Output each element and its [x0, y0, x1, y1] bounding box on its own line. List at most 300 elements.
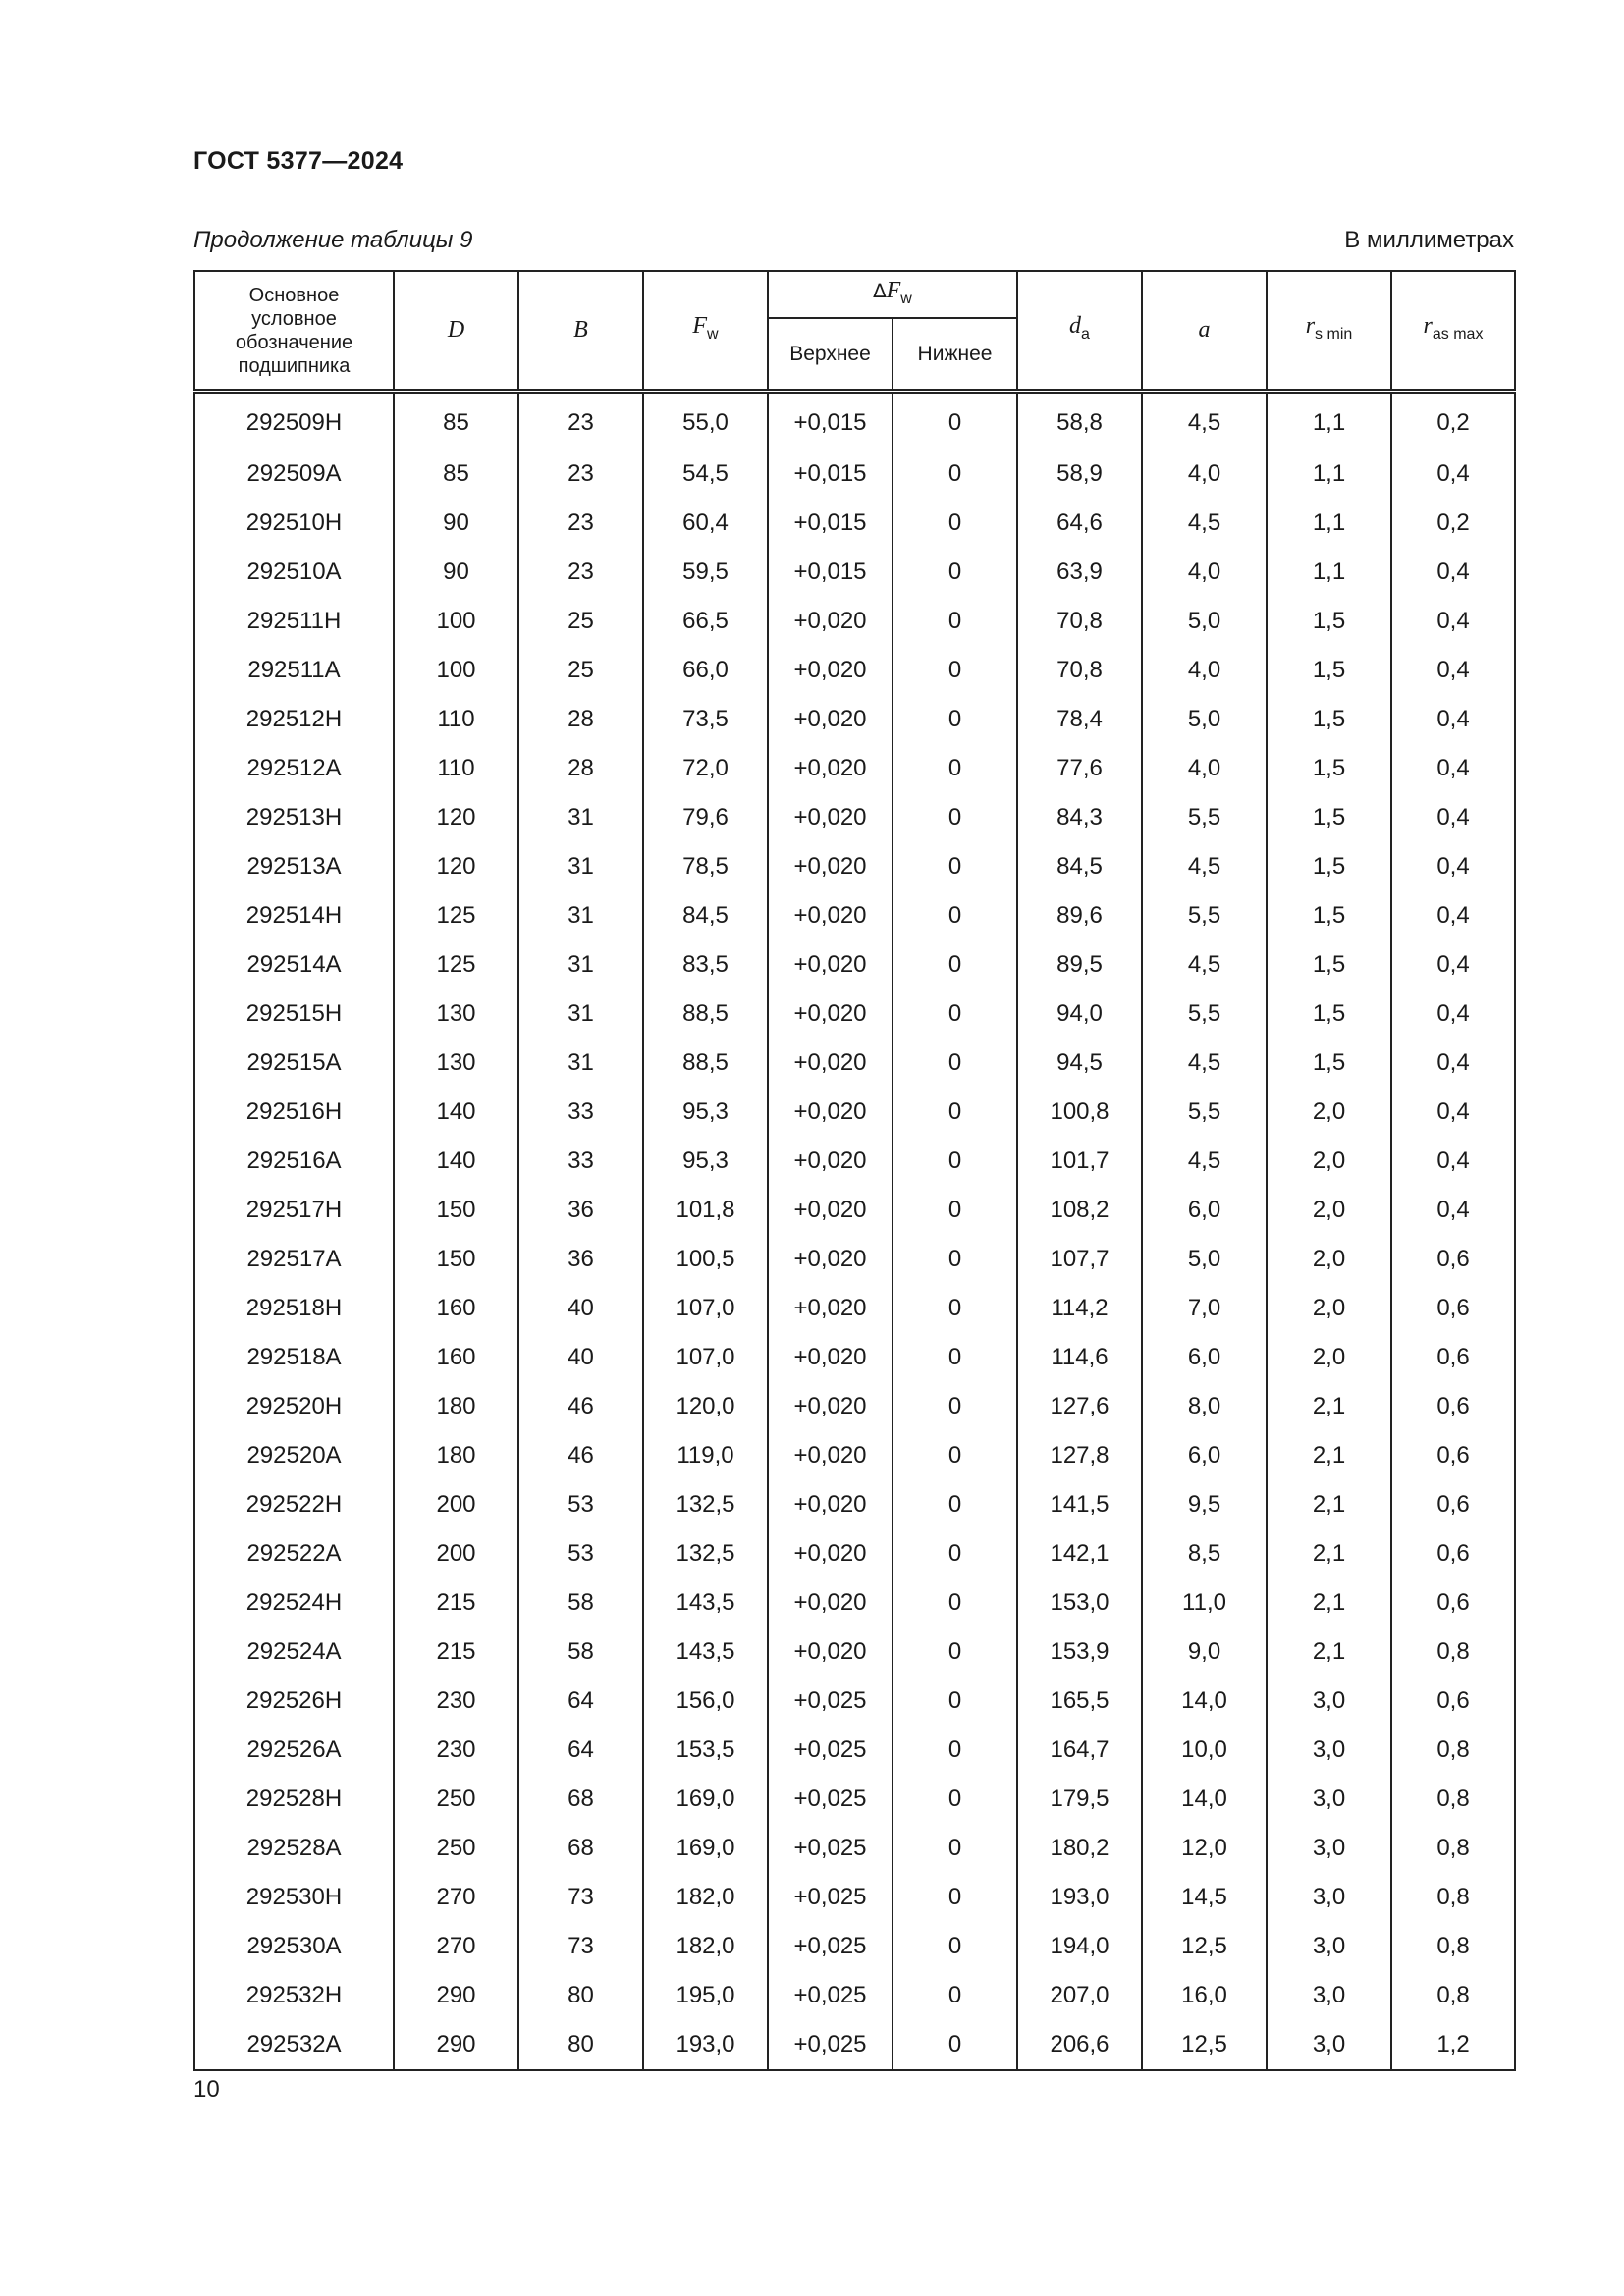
cell-ras-max: 0,4 — [1391, 1039, 1515, 1088]
cell-a: 5,5 — [1142, 793, 1267, 842]
cell-D: 180 — [394, 1431, 518, 1480]
table-row — [194, 392, 1515, 451]
cell-upper-dev: +0,020 — [768, 646, 893, 695]
cell-lower-dev: 0 — [893, 1333, 1017, 1382]
cell-a: 5,0 — [1142, 1235, 1267, 1284]
header-delta-label: F — [886, 277, 901, 303]
cell-ras-max: 0,4 — [1391, 744, 1515, 793]
cell-lower-dev: 0 — [893, 744, 1017, 793]
cell-rs-min: 3,0 — [1267, 1922, 1391, 1971]
cell-designation: 292512Н — [194, 695, 394, 744]
cell-da: 127,8 — [1017, 1431, 1142, 1480]
cell-ras-max: 0,4 — [1391, 1137, 1515, 1186]
cell-B: 33 — [518, 1088, 643, 1137]
cell-ras-max: 0,4 — [1391, 842, 1515, 891]
cell-lower-dev: 0 — [893, 1431, 1017, 1480]
table-row — [194, 597, 1515, 646]
cell-da: 180,2 — [1017, 1824, 1142, 1873]
cell-upper-dev: +0,025 — [768, 1922, 893, 1971]
cell-da: 101,7 — [1017, 1137, 1142, 1186]
cell-B: 80 — [518, 2020, 643, 2070]
cell-upper-dev: +0,020 — [768, 891, 893, 940]
cell-upper-dev: +0,020 — [768, 940, 893, 989]
cell-rs-min: 1,5 — [1267, 842, 1391, 891]
cell-Fw: 66,5 — [643, 597, 768, 646]
cell-upper-dev: +0,015 — [768, 450, 893, 499]
cell-lower-dev: 0 — [893, 392, 1017, 451]
cell-rs-min: 3,0 — [1267, 1677, 1391, 1726]
cell-designation: 292532А — [194, 2020, 394, 2070]
cell-B: 25 — [518, 646, 643, 695]
header-Fw-sub: w — [707, 326, 719, 343]
table-row — [194, 450, 1515, 499]
cell-upper-dev: +0,020 — [768, 1382, 893, 1431]
cell-D: 160 — [394, 1284, 518, 1333]
cell-a: 4,5 — [1142, 1039, 1267, 1088]
cell-designation: 292510Н — [194, 499, 394, 548]
cell-Fw: 88,5 — [643, 1039, 768, 1088]
cell-lower-dev: 0 — [893, 597, 1017, 646]
cell-D: 125 — [394, 940, 518, 989]
cell-upper-dev: +0,020 — [768, 597, 893, 646]
delta-symbol: ∆ — [873, 278, 887, 302]
table-row — [194, 940, 1515, 989]
table-row — [194, 793, 1515, 842]
cell-D: 250 — [394, 1824, 518, 1873]
cell-a: 6,0 — [1142, 1186, 1267, 1235]
cell-a: 4,0 — [1142, 744, 1267, 793]
cell-lower-dev: 0 — [893, 1922, 1017, 1971]
cell-B: 73 — [518, 1873, 643, 1922]
cell-lower-dev: 0 — [893, 450, 1017, 499]
cell-upper-dev: +0,020 — [768, 1088, 893, 1137]
cell-da: 153,0 — [1017, 1578, 1142, 1628]
cell-da: 77,6 — [1017, 744, 1142, 793]
cell-D: 230 — [394, 1677, 518, 1726]
cell-lower-dev: 0 — [893, 891, 1017, 940]
cell-ras-max: 0,8 — [1391, 1726, 1515, 1775]
cell-a: 4,0 — [1142, 548, 1267, 597]
cell-a: 5,0 — [1142, 597, 1267, 646]
header-ras-max — [1391, 271, 1515, 392]
cell-da: 153,9 — [1017, 1628, 1142, 1677]
bearing-table — [193, 270, 1516, 2071]
cell-B: 28 — [518, 744, 643, 793]
header-delta-Fw — [768, 271, 1017, 318]
table-row — [194, 1039, 1515, 1088]
cell-upper-dev: +0,025 — [768, 1726, 893, 1775]
cell-lower-dev: 0 — [893, 793, 1017, 842]
cell-rs-min: 1,5 — [1267, 646, 1391, 695]
cell-designation: 292524А — [194, 1628, 394, 1677]
cell-designation: 292522Н — [194, 1480, 394, 1529]
cell-rs-min: 1,5 — [1267, 891, 1391, 940]
cell-ras-max: 0,4 — [1391, 1088, 1515, 1137]
cell-rs-min: 2,0 — [1267, 1088, 1391, 1137]
cell-a: 16,0 — [1142, 1971, 1267, 2020]
header-da-label: d — [1069, 313, 1082, 339]
cell-a: 5,5 — [1142, 1088, 1267, 1137]
cell-D: 100 — [394, 597, 518, 646]
cell-designation: 292515Н — [194, 989, 394, 1039]
cell-a: 5,5 — [1142, 891, 1267, 940]
cell-ras-max: 0,6 — [1391, 1333, 1515, 1382]
cell-a: 5,0 — [1142, 695, 1267, 744]
cell-D: 85 — [394, 450, 518, 499]
cell-rs-min: 2,0 — [1267, 1235, 1391, 1284]
table-row — [194, 695, 1515, 744]
cell-B: 68 — [518, 1824, 643, 1873]
cell-da: 165,5 — [1017, 1677, 1142, 1726]
cell-upper-dev: +0,020 — [768, 1578, 893, 1628]
cell-Fw: 59,5 — [643, 548, 768, 597]
header-D — [394, 271, 518, 392]
cell-B: 80 — [518, 1971, 643, 2020]
cell-a: 4,0 — [1142, 450, 1267, 499]
table-row — [194, 1529, 1515, 1578]
table-row — [194, 1971, 1515, 2020]
cell-upper-dev: +0,020 — [768, 842, 893, 891]
cell-D: 90 — [394, 548, 518, 597]
cell-da: 193,0 — [1017, 1873, 1142, 1922]
cell-designation: 292520Н — [194, 1382, 394, 1431]
cell-Fw: 107,0 — [643, 1333, 768, 1382]
units-note: В миллиметрах — [1344, 227, 1514, 253]
cell-Fw: 169,0 — [643, 1775, 768, 1824]
cell-ras-max: 0,4 — [1391, 646, 1515, 695]
cell-upper-dev: +0,020 — [768, 1186, 893, 1235]
cell-B: 53 — [518, 1529, 643, 1578]
cell-D: 140 — [394, 1137, 518, 1186]
header-delta-sub: w — [900, 290, 912, 307]
cell-D: 85 — [394, 392, 518, 451]
cell-B: 31 — [518, 1039, 643, 1088]
cell-Fw: 55,0 — [643, 392, 768, 451]
cell-ras-max: 0,6 — [1391, 1382, 1515, 1431]
cell-ras-max: 0,8 — [1391, 1628, 1515, 1677]
cell-da: 70,8 — [1017, 646, 1142, 695]
cell-designation: 292509А — [194, 450, 394, 499]
cell-D: 130 — [394, 1039, 518, 1088]
cell-rs-min: 1,1 — [1267, 392, 1391, 451]
cell-lower-dev: 0 — [893, 1677, 1017, 1726]
cell-da: 84,3 — [1017, 793, 1142, 842]
cell-B: 64 — [518, 1726, 643, 1775]
cell-D: 290 — [394, 2020, 518, 2070]
cell-ras-max: 0,4 — [1391, 940, 1515, 989]
cell-rs-min: 3,0 — [1267, 1824, 1391, 1873]
cell-ras-max: 0,8 — [1391, 1824, 1515, 1873]
table-row — [194, 1186, 1515, 1235]
cell-ras-max: 0,6 — [1391, 1284, 1515, 1333]
cell-D: 270 — [394, 1922, 518, 1971]
cell-da: 100,8 — [1017, 1088, 1142, 1137]
cell-da: 164,7 — [1017, 1726, 1142, 1775]
cell-lower-dev: 0 — [893, 646, 1017, 695]
cell-a: 14,5 — [1142, 1873, 1267, 1922]
cell-designation: 292512А — [194, 744, 394, 793]
cell-rs-min: 1,5 — [1267, 793, 1391, 842]
cell-designation: 292513Н — [194, 793, 394, 842]
cell-designation: 292524Н — [194, 1578, 394, 1628]
cell-lower-dev: 0 — [893, 695, 1017, 744]
header-da — [1017, 271, 1142, 392]
cell-a: 4,0 — [1142, 646, 1267, 695]
cell-ras-max: 0,4 — [1391, 548, 1515, 597]
table-row — [194, 1480, 1515, 1529]
cell-rs-min: 3,0 — [1267, 1726, 1391, 1775]
cell-lower-dev: 0 — [893, 1186, 1017, 1235]
cell-ras-max: 0,4 — [1391, 989, 1515, 1039]
header-Fw-label: F — [692, 313, 708, 339]
cell-upper-dev: +0,020 — [768, 1431, 893, 1480]
cell-lower-dev: 0 — [893, 1775, 1017, 1824]
cell-rs-min: 2,0 — [1267, 1333, 1391, 1382]
header-a — [1142, 271, 1267, 392]
cell-rs-min: 1,5 — [1267, 940, 1391, 989]
cell-B: 40 — [518, 1333, 643, 1382]
table-row — [194, 1824, 1515, 1873]
cell-ras-max: 0,6 — [1391, 1529, 1515, 1578]
cell-Fw: 83,5 — [643, 940, 768, 989]
cell-B: 40 — [518, 1284, 643, 1333]
table-row — [194, 1137, 1515, 1186]
cell-designation: 292511Н — [194, 597, 394, 646]
cell-a: 12,0 — [1142, 1824, 1267, 1873]
cell-da: 94,5 — [1017, 1039, 1142, 1088]
cell-Fw: 72,0 — [643, 744, 768, 793]
cell-rs-min: 3,0 — [1267, 1971, 1391, 2020]
cell-rs-min: 1,1 — [1267, 450, 1391, 499]
cell-rs-min: 1,5 — [1267, 1039, 1391, 1088]
cell-da: 64,6 — [1017, 499, 1142, 548]
cell-upper-dev: +0,020 — [768, 989, 893, 1039]
cell-upper-dev: +0,020 — [768, 744, 893, 793]
cell-Fw: 73,5 — [643, 695, 768, 744]
cell-designation: 292530А — [194, 1922, 394, 1971]
cell-designation: 292511А — [194, 646, 394, 695]
cell-D: 200 — [394, 1480, 518, 1529]
cell-upper-dev: +0,015 — [768, 499, 893, 548]
cell-Fw: 119,0 — [643, 1431, 768, 1480]
cell-a: 11,0 — [1142, 1578, 1267, 1628]
cell-designation: 292522А — [194, 1529, 394, 1578]
cell-da: 89,5 — [1017, 940, 1142, 989]
table-row — [194, 1431, 1515, 1480]
header-a-label: a — [1198, 317, 1211, 343]
cell-da: 107,7 — [1017, 1235, 1142, 1284]
header-B-label: B — [573, 317, 588, 343]
cell-B: 58 — [518, 1628, 643, 1677]
header-Fw — [643, 271, 768, 392]
header-B — [518, 271, 643, 392]
cell-rs-min: 1,5 — [1267, 597, 1391, 646]
cell-D: 110 — [394, 744, 518, 793]
table-row — [194, 891, 1515, 940]
header-D-label: D — [447, 317, 465, 343]
cell-a: 4,5 — [1142, 1137, 1267, 1186]
cell-Fw: 182,0 — [643, 1922, 768, 1971]
cell-B: 36 — [518, 1235, 643, 1284]
cell-D: 270 — [394, 1873, 518, 1922]
cell-rs-min: 1,1 — [1267, 548, 1391, 597]
cell-lower-dev: 0 — [893, 842, 1017, 891]
cell-a: 4,5 — [1142, 940, 1267, 989]
cell-upper-dev: +0,025 — [768, 1971, 893, 2020]
cell-lower-dev: 0 — [893, 1824, 1017, 1873]
cell-ras-max: 0,4 — [1391, 1186, 1515, 1235]
cell-a: 4,5 — [1142, 392, 1267, 451]
cell-designation: 292526Н — [194, 1677, 394, 1726]
table-row — [194, 1235, 1515, 1284]
cell-upper-dev: +0,025 — [768, 1873, 893, 1922]
cell-D: 180 — [394, 1382, 518, 1431]
cell-ras-max: 0,4 — [1391, 597, 1515, 646]
cell-upper-dev: +0,020 — [768, 1235, 893, 1284]
cell-upper-dev: +0,025 — [768, 1677, 893, 1726]
table-row — [194, 548, 1515, 597]
cell-B: 68 — [518, 1775, 643, 1824]
cell-D: 200 — [394, 1529, 518, 1578]
document-title: ГОСТ 5377—2024 — [193, 147, 404, 175]
cell-a: 6,0 — [1142, 1431, 1267, 1480]
cell-lower-dev: 0 — [893, 1284, 1017, 1333]
header-da-sub: a — [1081, 326, 1090, 343]
cell-Fw: 195,0 — [643, 1971, 768, 2020]
cell-D: 120 — [394, 842, 518, 891]
cell-D: 130 — [394, 989, 518, 1039]
cell-ras-max: 0,6 — [1391, 1677, 1515, 1726]
cell-Fw: 66,0 — [643, 646, 768, 695]
cell-Fw: 143,5 — [643, 1628, 768, 1677]
cell-upper-dev: +0,020 — [768, 1284, 893, 1333]
cell-ras-max: 0,4 — [1391, 450, 1515, 499]
cell-rs-min: 2,1 — [1267, 1578, 1391, 1628]
cell-a: 12,5 — [1142, 1922, 1267, 1971]
page-number: 10 — [193, 2076, 220, 2103]
cell-D: 90 — [394, 499, 518, 548]
header-designation: Основное условное обозначение подшипника — [194, 271, 394, 392]
cell-Fw: 156,0 — [643, 1677, 768, 1726]
cell-rs-min: 3,0 — [1267, 1775, 1391, 1824]
cell-designation: 292518А — [194, 1333, 394, 1382]
cell-upper-dev: +0,020 — [768, 1039, 893, 1088]
cell-designation: 292509Н — [194, 392, 394, 451]
cell-ras-max: 0,8 — [1391, 1971, 1515, 2020]
cell-a: 9,5 — [1142, 1480, 1267, 1529]
cell-ras-max: 0,2 — [1391, 392, 1515, 451]
cell-lower-dev: 0 — [893, 2020, 1017, 2070]
cell-a: 4,5 — [1142, 842, 1267, 891]
cell-designation: 292515А — [194, 1039, 394, 1088]
cell-B: 31 — [518, 940, 643, 989]
cell-da: 89,6 — [1017, 891, 1142, 940]
cell-D: 230 — [394, 1726, 518, 1775]
table-row — [194, 1333, 1515, 1382]
cell-lower-dev: 0 — [893, 1971, 1017, 2020]
cell-upper-dev: +0,020 — [768, 1628, 893, 1677]
cell-B: 64 — [518, 1677, 643, 1726]
cell-designation: 292517Н — [194, 1186, 394, 1235]
cell-upper-dev: +0,020 — [768, 695, 893, 744]
cell-da: 207,0 — [1017, 1971, 1142, 2020]
cell-ras-max: 0,6 — [1391, 1235, 1515, 1284]
cell-rs-min: 1,5 — [1267, 744, 1391, 793]
cell-D: 150 — [394, 1235, 518, 1284]
cell-a: 5,5 — [1142, 989, 1267, 1039]
cell-upper-dev: +0,020 — [768, 793, 893, 842]
cell-rs-min: 1,5 — [1267, 989, 1391, 1039]
cell-a: 9,0 — [1142, 1628, 1267, 1677]
cell-ras-max: 0,8 — [1391, 1873, 1515, 1922]
cell-B: 25 — [518, 597, 643, 646]
table-row — [194, 1922, 1515, 1971]
cell-lower-dev: 0 — [893, 499, 1017, 548]
cell-ras-max: 0,6 — [1391, 1578, 1515, 1628]
cell-Fw: 153,5 — [643, 1726, 768, 1775]
cell-lower-dev: 0 — [893, 1088, 1017, 1137]
cell-B: 46 — [518, 1382, 643, 1431]
cell-rs-min: 1,5 — [1267, 695, 1391, 744]
cell-da: 84,5 — [1017, 842, 1142, 891]
cell-D: 120 — [394, 793, 518, 842]
cell-ras-max: 0,4 — [1391, 695, 1515, 744]
cell-lower-dev: 0 — [893, 1578, 1017, 1628]
cell-D: 150 — [394, 1186, 518, 1235]
table-row — [194, 1873, 1515, 1922]
cell-da: 206,6 — [1017, 2020, 1142, 2070]
cell-designation: 292516Н — [194, 1088, 394, 1137]
cell-rs-min: 3,0 — [1267, 2020, 1391, 2070]
cell-Fw: 193,0 — [643, 2020, 768, 2070]
cell-B: 31 — [518, 842, 643, 891]
cell-da: 108,2 — [1017, 1186, 1142, 1235]
cell-ras-max: 1,2 — [1391, 2020, 1515, 2070]
cell-rs-min: 2,0 — [1267, 1137, 1391, 1186]
cell-ras-max: 0,8 — [1391, 1922, 1515, 1971]
cell-Fw: 100,5 — [643, 1235, 768, 1284]
cell-B: 23 — [518, 450, 643, 499]
cell-rs-min: 2,1 — [1267, 1480, 1391, 1529]
cell-designation: 292530Н — [194, 1873, 394, 1922]
cell-designation: 292520А — [194, 1431, 394, 1480]
cell-rs-min: 2,0 — [1267, 1284, 1391, 1333]
cell-D: 125 — [394, 891, 518, 940]
table-body — [194, 392, 1515, 2071]
cell-designation: 292513А — [194, 842, 394, 891]
cell-B: 58 — [518, 1578, 643, 1628]
cell-rs-min: 3,0 — [1267, 1873, 1391, 1922]
cell-upper-dev: +0,020 — [768, 1137, 893, 1186]
cell-rs-min: 1,1 — [1267, 499, 1391, 548]
table-caption: Продолжение таблицы 9 — [193, 227, 473, 253]
cell-B: 31 — [518, 989, 643, 1039]
cell-da: 179,5 — [1017, 1775, 1142, 1824]
cell-ras-max: 0,8 — [1391, 1775, 1515, 1824]
cell-da: 78,4 — [1017, 695, 1142, 744]
cell-B: 31 — [518, 793, 643, 842]
cell-Fw: 95,3 — [643, 1088, 768, 1137]
cell-Fw: 88,5 — [643, 989, 768, 1039]
cell-upper-dev: +0,025 — [768, 1824, 893, 1873]
cell-designation: 292510А — [194, 548, 394, 597]
cell-B: 73 — [518, 1922, 643, 1971]
cell-designation: 292514А — [194, 940, 394, 989]
cell-a: 8,0 — [1142, 1382, 1267, 1431]
cell-Fw: 132,5 — [643, 1529, 768, 1578]
cell-B: 23 — [518, 392, 643, 451]
cell-a: 14,0 — [1142, 1677, 1267, 1726]
